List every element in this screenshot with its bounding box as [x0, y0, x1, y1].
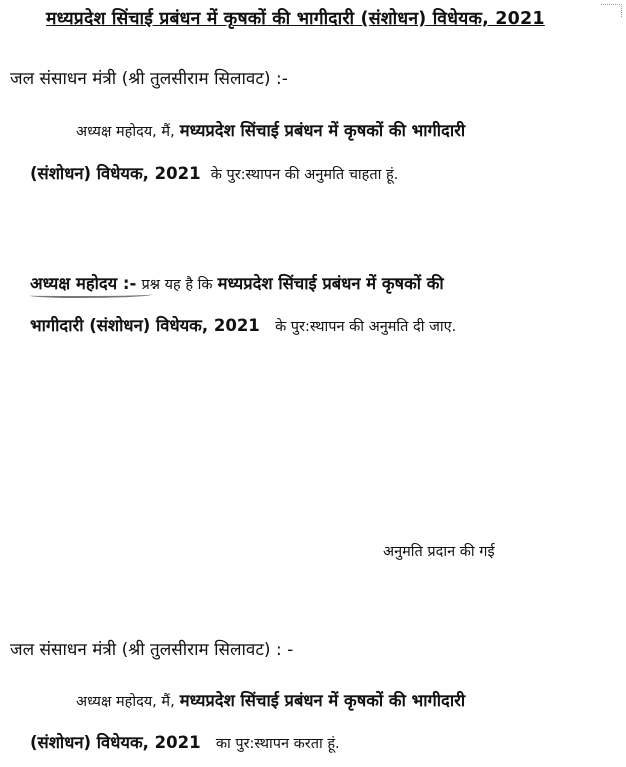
permission-granted: अनुमति प्रदान की गई [383, 544, 495, 560]
para1-line1 [76, 118, 465, 141]
para2-line1-pre: प्रश्न यह है कि [141, 277, 213, 293]
para1-line1-pre: अध्यक्ष महोदय, मैं, [76, 124, 175, 140]
para4-line1-bold: मध्यप्रदेश सिंचाई प्रबंधन में कृषकों की भागीदारी [179, 691, 466, 710]
handwritten-underline [30, 292, 152, 298]
para2-line1-bold: मध्यप्रदेश सिंचाई प्रबंधन में कृषकों की [217, 274, 444, 293]
speaker-minister: जल संसाधन मंत्री (श्री तुलसीराम सिलावट) :- [10, 69, 288, 89]
para4-line1 [76, 688, 465, 711]
para1-line2 [30, 161, 398, 184]
para4-line1-pre: अध्यक्ष महोदय, मैं, [76, 694, 175, 710]
speaker-minister-2: जल संसाधन मंत्री (श्री तुलसीराम सिलावट) : - [10, 640, 294, 660]
document-title: मध्यप्रदेश सिंचाई प्रबंधन में कृषकों की भागीदारी (संशोधन) विधेयक, 2021 [46, 9, 545, 29]
para4-line2 [30, 730, 340, 753]
para4-line2-post: का पुर:स्थापन करता हूं. [215, 736, 340, 752]
para1-line1-bold: मध्यप्रदेश सिंचाई प्रबंधन में कृषकों की भागीदारी [179, 121, 466, 140]
para1-line2-bold: (संशोधन) विधेयक, 2021 [30, 164, 201, 183]
speaker-chair: अध्यक्ष महोदय :- [30, 274, 137, 293]
para2-line1 [30, 271, 444, 294]
corner-mark [601, 4, 622, 17]
para4-line2-bold: (संशोधन) विधेयक, 2021 [30, 733, 201, 752]
para2-line2-bold: भागीदारी (संशोधन) विधेयक, 2021 [30, 316, 260, 335]
para2-line2 [30, 313, 456, 336]
para2-line2-post: के पुर:स्थापन की अनुमति दी जाए. [275, 319, 457, 335]
para1-line2-post: के पुर:स्थापन की अनुमति चाहता हूं. [210, 167, 399, 183]
